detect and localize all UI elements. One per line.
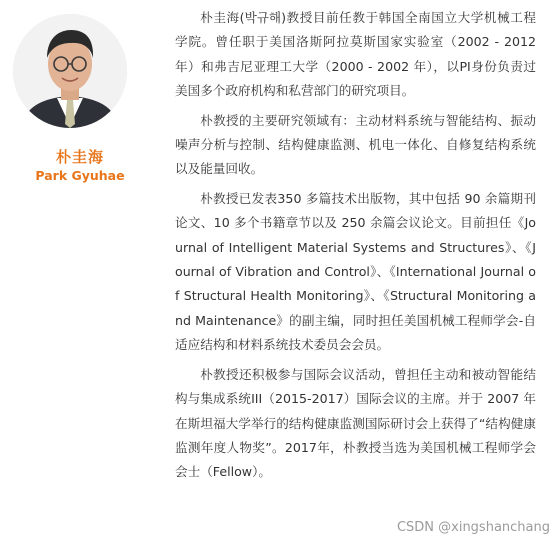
bio-paragraph-2: 朴教授的主要研究领域有：主动材料系统与智能结构、振动噪声分析与控制、结构健康监测、机电一体化、自修复结构系统以及能量回收。: [175, 112, 536, 177]
bio-paragraph-1: 朴圭海(박규해)教授目前任教于韩国全南国立大学机械工程学院。曾任职于美国洛斯阿拉莫斯国家实验室（2002 - 2012 年）和弗吉尼亚理工大学（2000 - 2002 年），以PI身份负责过美国多个政府机构和私营部门的研究项目。: [175, 10, 536, 99]
bio-paragraph-4: 朴教授还积极参与国际会议活动，曾担任主动和被动智能结构与集成系统III（2015-2017）国际会议的主席。并于 2007 年在斯坦福大学举行的结构健康监测国际研讨会上获得了“结构健康监测年度人物奖”。2017年，朴教授当选为美国机械工程师学会会士（Fellow）。: [175, 366, 536, 480]
biography: [175, 6, 536, 490]
source-watermark: CSDN @xingshanchang: [396, 520, 550, 535]
profile-column: [0, 0, 160, 547]
portrait-illustration: [13, 14, 127, 128]
profile-name-english: Park Gyuhae: [35, 168, 125, 183]
profile-name-chinese: 朴圭海: [55, 148, 104, 166]
portrait-photo: [13, 14, 127, 128]
bio-paragraph-3: 朴教授已发表350 多篇技术出版物，其中包括 90 余篇期刊论文、10 多个书籍章节以及 250 余篇会议论文。目前担任《Journal of Intelligent Material Systems and Structures》、《Journal of Vibration and Control》、《International Journal of Structural Health Monitoring》、《Structural Monitoring and Maintenance》的副主编，同时担任美国机械工程师学会-自适应结构和材料系统技术委员会会员。: [175, 190, 536, 353]
